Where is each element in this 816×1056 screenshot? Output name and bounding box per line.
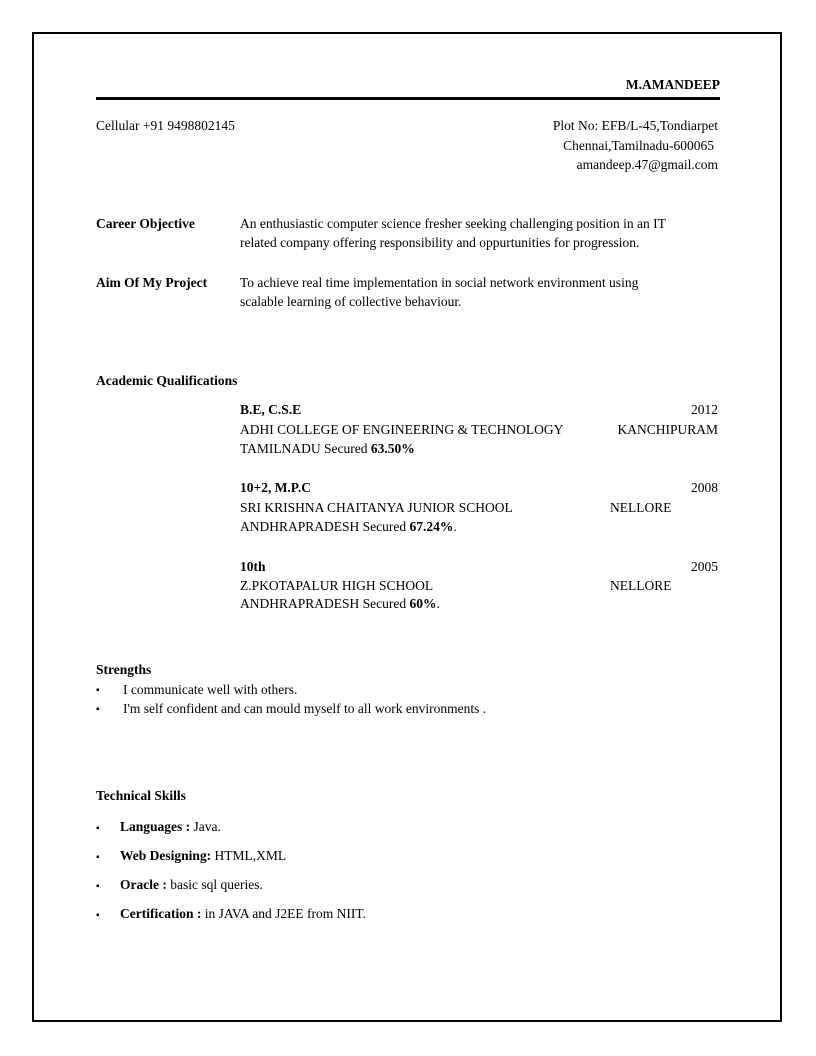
candidate-name: M.AMANDEEP — [625, 77, 720, 92]
email-address: amandeep.47@gmail.com — [576, 157, 718, 172]
institution-city: KANCHIPURAM — [617, 422, 718, 437]
skill-key: Web Designing: — [120, 848, 212, 863]
address-line-2: Chennai,Tamilnadu-600065 — [563, 138, 714, 153]
skill-key: Certification : — [120, 906, 202, 921]
institution-name: ADHI COLLEGE OF ENGINEERING & TECHNOLOGY — [240, 422, 564, 437]
address-line-1: Plot No: EFB/L-45,Tondiarpet — [552, 118, 718, 133]
project-aim-line-2: scalable learning of collective behaviour. — [240, 294, 462, 309]
institution-state-score — [240, 596, 440, 612]
skill-item — [120, 877, 263, 893]
institution-name: SRI KRISHNA CHAITANYA JUNIOR SCHOOL — [240, 500, 513, 515]
score: 60% — [409, 596, 437, 611]
career-objective-line-1: An enthusiastic computer science fresher seeking challenging position in an IT — [240, 216, 666, 231]
degree-year: 2005 — [691, 559, 718, 574]
score-suffix: . — [453, 519, 457, 534]
skill-key: Languages : — [120, 819, 191, 834]
technical-skills-label: Technical Skills — [96, 788, 186, 803]
score: 67.24% — [409, 519, 454, 534]
project-aim-line-1: To achieve real time implementation in social network environment using — [240, 275, 639, 290]
skill-item — [120, 906, 366, 922]
institution-city: NELLORE — [610, 500, 672, 515]
degree-year: 2012 — [691, 402, 718, 417]
institution-name: Z.PKOTAPALUR HIGH SCHOOL — [240, 578, 434, 593]
strength-item: I'm self confident and can mould myself to all work environments . — [123, 701, 487, 716]
degree-title: 10+2, M.P.C — [240, 480, 311, 495]
institution-state-score — [240, 441, 415, 457]
institution-city: NELLORE — [610, 578, 672, 593]
skill-key: Oracle : — [120, 877, 167, 892]
bullet-icon: ▪ — [96, 910, 100, 921]
institution-state-score — [240, 519, 457, 535]
skill-value: HTML,XML — [211, 848, 287, 863]
degree-title: 10th — [240, 559, 266, 574]
strengths-label: Strengths — [96, 662, 152, 677]
academic-qualifications-label: Academic Qualifications — [96, 373, 238, 388]
bullet-icon: ▪ — [96, 852, 100, 863]
header-rule — [96, 97, 720, 100]
state-secured: ANDHRAPRADESH Secured — [240, 596, 410, 611]
skill-item — [120, 848, 286, 864]
bullet-icon: ▪ — [96, 685, 100, 696]
project-aim-label: Aim Of My Project — [96, 275, 208, 290]
career-objective-label: Career Objective — [96, 216, 195, 231]
career-objective-line-2: related company offering responsibility and oppurtunities for progression. — [240, 235, 640, 250]
skill-value: basic sql queries. — [166, 877, 263, 892]
bullet-icon: ▪ — [96, 823, 100, 834]
cellular-number: Cellular +91 9498802145 — [96, 118, 235, 133]
degree-title: B.E, C.S.E — [240, 402, 302, 417]
score-suffix: . — [436, 596, 440, 611]
score: 63.50% — [370, 441, 415, 456]
skill-value: in JAVA and J2EE from NIIT. — [201, 906, 366, 921]
bullet-icon: ▪ — [96, 881, 100, 892]
skill-value: Java. — [190, 819, 221, 834]
degree-year: 2008 — [691, 480, 718, 495]
state-secured: ANDHRAPRADESH Secured — [240, 519, 410, 534]
skill-item — [120, 819, 221, 835]
state-secured: TAMILNADU Secured — [240, 441, 371, 456]
bullet-icon: ▪ — [96, 704, 100, 715]
strength-item: I communicate well with others. — [123, 682, 298, 697]
